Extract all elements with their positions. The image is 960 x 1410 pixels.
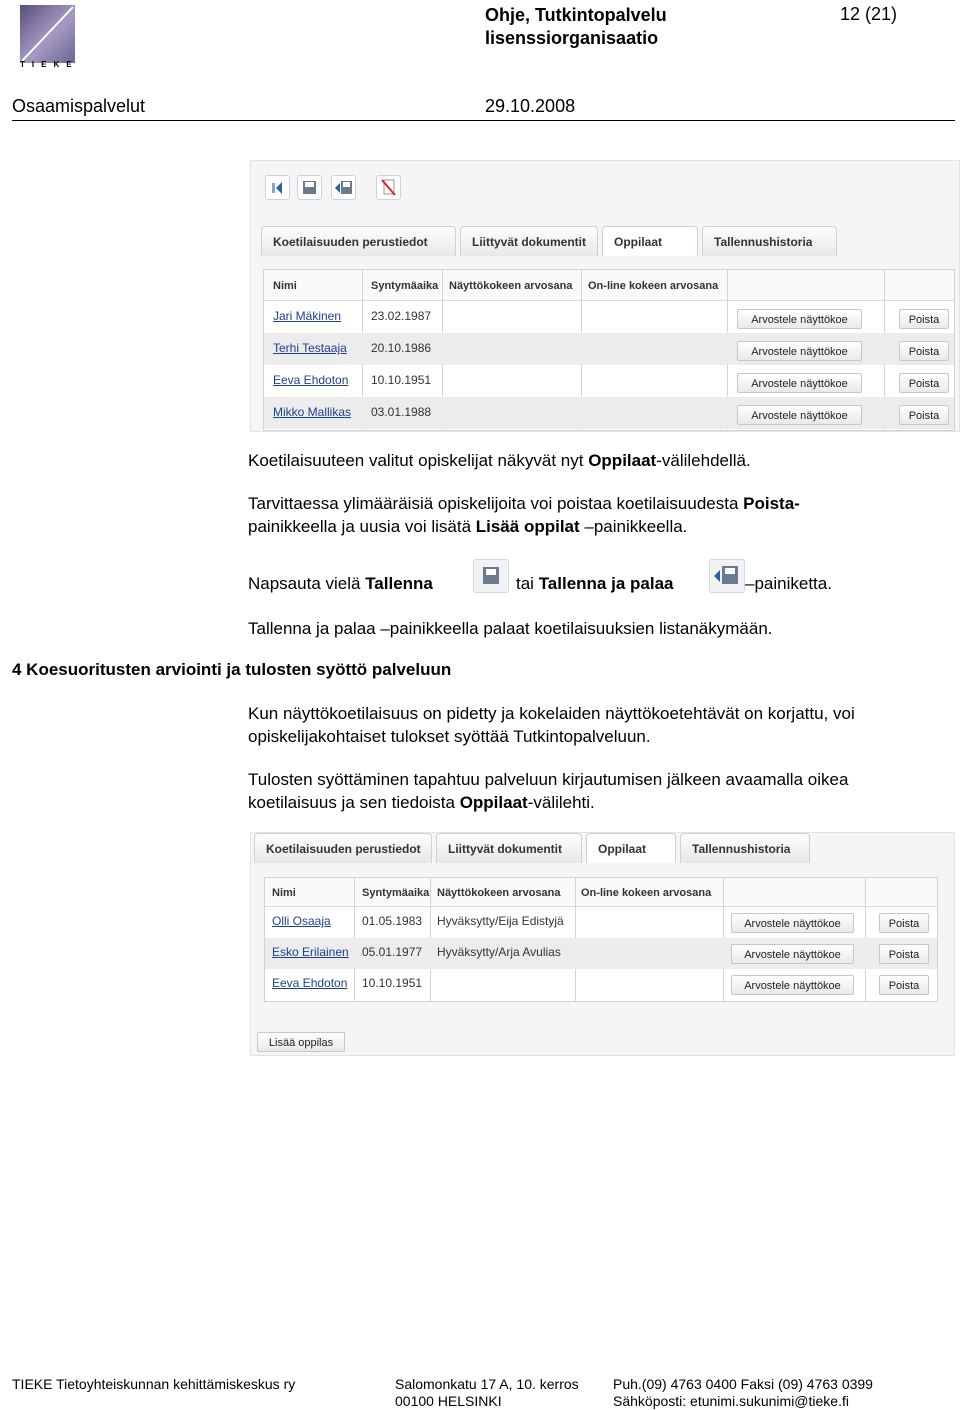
student-dob: 01.05.1983 <box>362 914 423 928</box>
tab-label: Koetilaisuuden perustiedot <box>273 235 428 249</box>
footer-organization: TIEKE Tietoyhteiskunnan kehittämiskeskus ry <box>12 1376 296 1392</box>
column-header-demo-grade: Näyttökokeen arvosana <box>437 887 561 899</box>
header-rule <box>12 120 955 121</box>
logo-mark-icon <box>20 5 75 63</box>
demo-grade: Hyväksytty/Eija Edistyjä <box>437 914 564 928</box>
tab-save-history[interactable] <box>702 226 837 256</box>
remove-button[interactable]: Poista <box>899 309 949 329</box>
page-number: 12 (21) <box>840 4 898 24</box>
paragraph-students-visible: Koetilaisuuteen valitut opiskelijat näkyvät nyt Oppilaat-välilehdellä. <box>248 451 751 470</box>
document-date: 29.10.2008 <box>485 96 576 116</box>
grade-demo-button[interactable]: Arvostele näyttökoe <box>731 975 854 995</box>
footer-address <box>395 1376 579 1410</box>
table-row <box>265 938 937 969</box>
table-row <box>264 333 954 365</box>
grade-demo-button[interactable]: Arvostele näyttökoe <box>731 944 854 964</box>
table-row <box>264 397 954 429</box>
footer-address-line2: 00100 HELSINKI <box>395 1393 502 1409</box>
save-and-return-icon <box>709 559 745 593</box>
tab-documents[interactable] <box>460 226 598 256</box>
student-name-link[interactable]: Esko Erilainen <box>272 945 349 959</box>
tab-label: Oppilaat <box>598 842 647 856</box>
tab-label: Liittyvät dokumentit <box>472 235 587 249</box>
remove-button[interactable]: Poista <box>879 913 929 933</box>
document-title <box>485 4 667 50</box>
student-dob: 10.10.1951 <box>371 373 432 387</box>
table-row <box>264 365 954 397</box>
grade-demo-button[interactable]: Arvostele näyttökoe <box>737 405 862 425</box>
student-dob: 20.10.1986 <box>371 341 432 355</box>
delete-icon[interactable] <box>376 175 401 200</box>
student-dob: 23.02.1987 <box>371 309 432 323</box>
grade-demo-button[interactable]: Arvostele näyttökoe <box>731 913 854 933</box>
student-dob: 05.01.1977 <box>362 945 423 959</box>
paragraph-open-students-tab: Tulosten syöttäminen tapahtuu palveluun kirjautumisen jälkeen avaamalla oikea koetilaisuus ja sen tiedoista Oppilaat-välilehti. <box>248 770 849 812</box>
demo-grade: Hyväksytty/Arja Avulias <box>437 945 561 959</box>
students-table <box>264 877 938 1002</box>
table-row <box>264 301 954 333</box>
column-header-online-grade: On-line kokeen arvosana <box>581 887 712 899</box>
save-icon[interactable] <box>297 175 322 200</box>
table-row <box>265 969 937 1000</box>
paragraph-remove-add: Tarvittaessa ylimääräisiä opiskelijoita voi poistaa koetilaisuudesta Poista- painikkeella ja uusia voi lisätä Lisää oppilat –painikkeella. <box>248 494 800 536</box>
add-student-button[interactable]: Lisää oppilas <box>257 1032 345 1052</box>
paragraph-save-and-return: Tallenna ja palaa –painikkeella palaat koetilaisuuksien listanäkymään. <box>248 619 773 638</box>
column-header-name: Nimi <box>272 887 296 899</box>
tab-basic-info[interactable] <box>254 833 432 863</box>
grade-demo-button[interactable]: Arvostele näyttökoe <box>737 309 862 329</box>
students-table <box>263 269 955 431</box>
column-header-dob: Syntymäaika <box>371 280 439 292</box>
tab-label: Liittyvät dokumentit <box>448 842 563 856</box>
section-heading: 4 Koesuoritusten arviointi ja tulosten syöttö palveluun <box>12 660 452 679</box>
paragraph-button-suffix: –painiketta. <box>745 574 832 593</box>
student-name-link[interactable]: Eeva Ehdoton <box>272 976 348 990</box>
tab-save-history[interactable] <box>680 833 810 863</box>
remove-button[interactable]: Poista <box>899 373 949 393</box>
tab-label: Tallennushistoria <box>714 235 813 249</box>
footer-address-line1: Salomonkatu 17 A, 10. kerros <box>395 1376 579 1392</box>
student-dob: 03.01.1988 <box>371 405 432 419</box>
document-title-line1: Ohje, Tutkintopalvelu <box>485 5 667 25</box>
grade-demo-button[interactable]: Arvostele näyttökoe <box>737 373 862 393</box>
screenshot-students-graded <box>250 832 955 1056</box>
paragraph-save: Napsauta vielä Tallenna <box>248 574 433 593</box>
tieke-logo <box>20 5 75 63</box>
tab-basic-info[interactable] <box>261 226 456 256</box>
footer-contact <box>613 1376 873 1410</box>
back-icon[interactable] <box>265 175 290 200</box>
remove-button[interactable]: Poista <box>899 405 949 425</box>
table-header <box>264 270 954 301</box>
table-row <box>265 907 937 938</box>
student-name-link[interactable]: Terhi Testaaja <box>273 341 347 355</box>
tab-students[interactable] <box>602 226 698 256</box>
table-header <box>265 878 937 907</box>
save-icon <box>473 559 509 593</box>
column-header-demo-grade: Näyttökokeen arvosana <box>449 280 573 292</box>
footer-email: Sähköposti: etunimi.sukunimi@tieke.fi <box>613 1393 849 1409</box>
remove-button[interactable]: Poista <box>879 944 929 964</box>
tab-label: Koetilaisuuden perustiedot <box>266 842 421 856</box>
student-name-link[interactable]: Jari Mäkinen <box>273 309 342 323</box>
grade-demo-button[interactable]: Arvostele näyttökoe <box>737 341 862 361</box>
student-name-link[interactable]: Olli Osaaja <box>272 914 331 928</box>
student-dob: 10.10.1951 <box>362 976 423 990</box>
column-header-name: Nimi <box>273 280 297 292</box>
department: Osaamispalvelut <box>12 96 146 116</box>
footer-phone: Puh.(09) 4763 0400 Faksi (09) 4763 0399 <box>613 1376 873 1392</box>
tab-label: Tallennushistoria <box>692 842 791 856</box>
student-name-link[interactable]: Eeva Ehdoton <box>273 373 349 387</box>
paragraph-save-or-return: tai Tallenna ja palaa <box>516 574 674 593</box>
tab-label: Oppilaat <box>614 235 663 249</box>
remove-button[interactable]: Poista <box>899 341 949 361</box>
document-title-line2: lisenssiorganisaatio <box>485 28 659 48</box>
tab-documents[interactable] <box>436 833 582 863</box>
save-and-return-icon[interactable] <box>331 175 356 200</box>
logo-text: TIEKE <box>20 60 79 69</box>
tab-students[interactable] <box>586 833 676 863</box>
column-header-dob: Syntymäaika <box>362 887 430 899</box>
column-header-online-grade: On-line kokeen arvosana <box>588 280 719 292</box>
screenshot-students-tab <box>250 160 960 432</box>
paragraph-enter-results: Kun näyttökoetilaisuus on pidetty ja kokelaiden näyttökoetehtävät on korjattu, voi opiskelijakohtaiset tulokset syöttää Tutkintopalveluun. <box>248 704 855 746</box>
student-name-link[interactable]: Mikko Mallikas <box>273 405 352 419</box>
remove-button[interactable]: Poista <box>879 975 929 995</box>
